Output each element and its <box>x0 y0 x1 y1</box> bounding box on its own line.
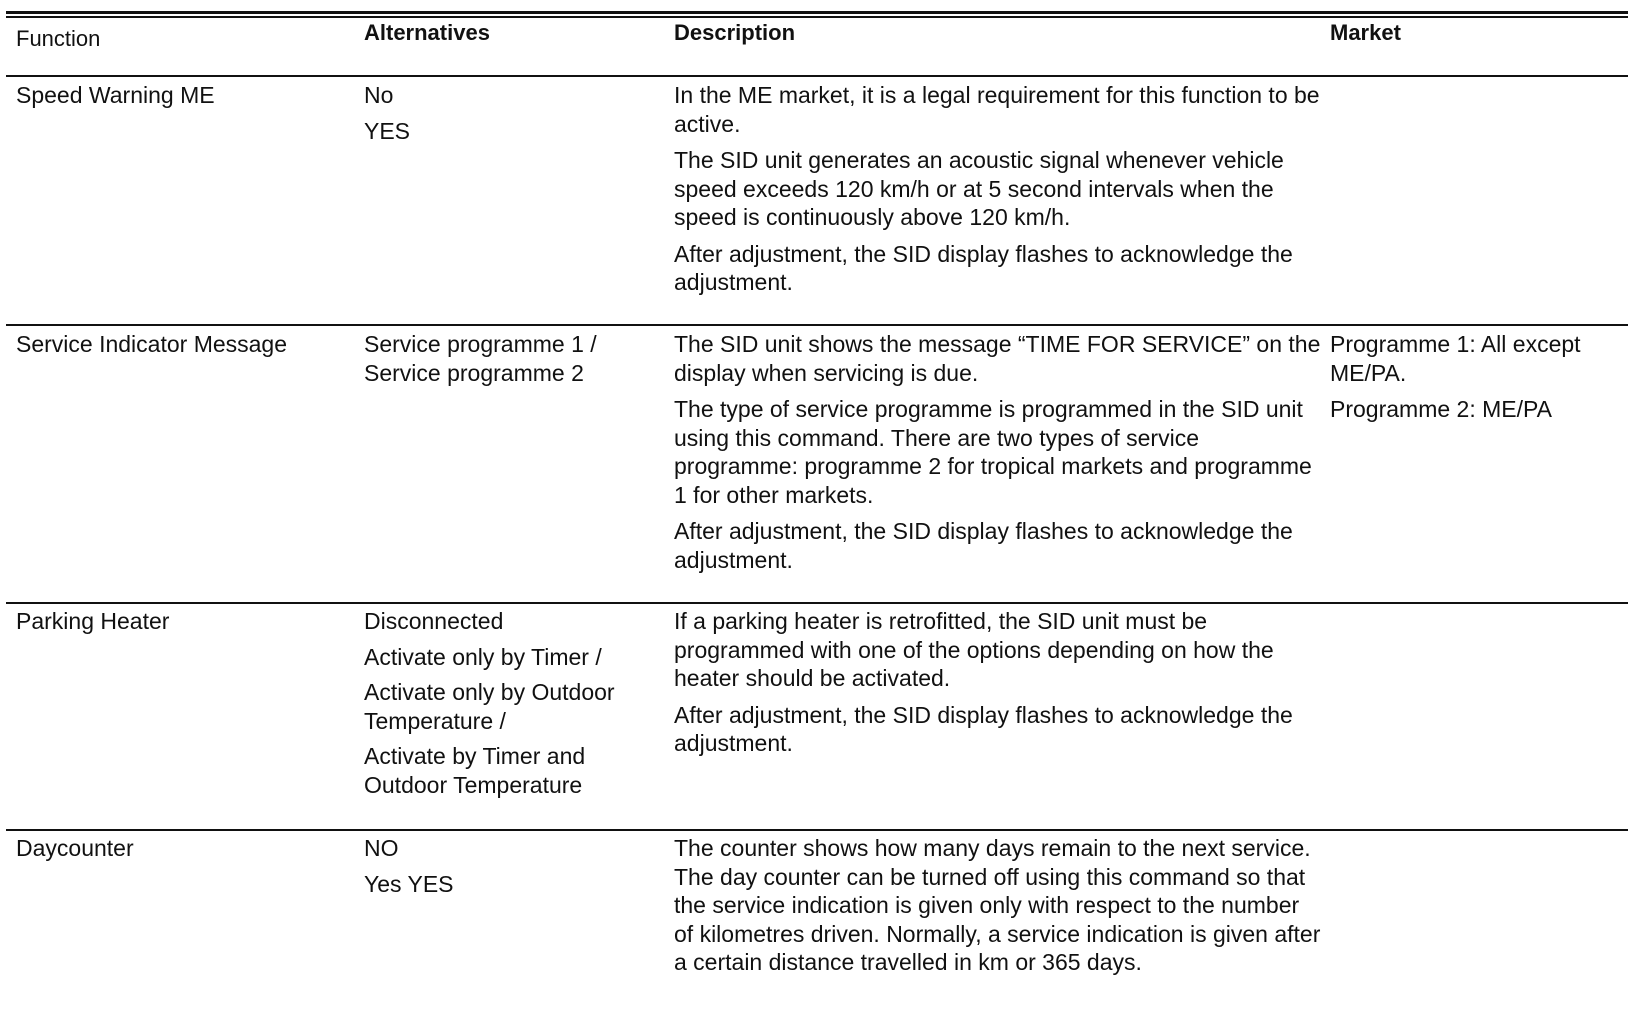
description-paragraph: After adjustment, the SID display flashes to acknowledge the adjustment. <box>674 518 1293 573</box>
description-paragraph: After adjustment, the SID display flashes to acknowledge the adjustment. <box>674 240 1293 295</box>
alternative-option: Activate by Timer and Outdoor Temperature <box>364 743 586 798</box>
row-1-description <box>674 81 1324 297</box>
row-divider <box>6 602 1628 604</box>
row-divider <box>6 75 1628 77</box>
description-paragraph: The type of service programme is programmed in the SID unit using this command. There are two types of service programme: programme 2 for tropical markets and programme 1 for other markets. <box>674 396 1312 508</box>
header-function: Function <box>16 26 101 51</box>
description-paragraph: After adjustment, the SID display flashes to acknowledge the adjustment. <box>674 701 1293 756</box>
alternative-option: Yes YES <box>364 870 454 897</box>
market-entry: Programme 2: ME/PA <box>1330 396 1552 422</box>
row-1-alternatives <box>364 81 664 145</box>
alternative-option: Activate only by Outdoor Temperature / <box>364 679 615 734</box>
description-paragraph: The counter shows how many days remain to the next service. The day counter can be turned off using this command so that the service indication is given only with respect to the number of kilometres driven. Normally, a service indication is given after a certain distance travelled in km or 365 days. <box>674 835 1321 975</box>
alternative-option: YES <box>364 117 411 144</box>
description-paragraph: The SID unit generates an acoustic signal whenever vehicle speed exceeds 120 km/h or at 5 second intervals when the speed is continuously above 120 km/h. <box>674 147 1284 230</box>
row-2-description <box>674 330 1324 574</box>
alternative-option: Service programme 1 / Service programme 2 <box>364 331 597 386</box>
row-3-alternatives <box>364 607 654 799</box>
alternative-option: Disconnected <box>364 608 504 634</box>
header-market: Market <box>1330 20 1401 45</box>
alternative-option: Activate only by Timer / <box>364 643 602 670</box>
row-1-function: Speed Warning ME <box>16 82 215 108</box>
row-4-function: Daycounter <box>16 835 134 861</box>
description-paragraph: In the ME market, it is a legal requirement for this function to be active. <box>674 82 1320 137</box>
market-entry: Programme 1: All except ME/PA. <box>1330 331 1581 386</box>
row-2-function: Service Indicator Message <box>16 331 288 357</box>
alternative-option: No <box>364 82 394 108</box>
row-4-description <box>674 834 1324 977</box>
row-divider <box>6 829 1628 831</box>
description-paragraph: The SID unit shows the message “TIME FOR SERVICE” on the display when servicing is due. <box>674 331 1321 386</box>
row-divider <box>6 324 1628 326</box>
row-2-alternatives <box>364 330 634 387</box>
table-top-rule-inner <box>6 16 1628 18</box>
row-3-description <box>674 607 1324 758</box>
row-2-market <box>1330 330 1625 424</box>
table-top-rule <box>6 11 1628 14</box>
description-paragraph: If a parking heater is retrofitted, the SID unit must be programmed with one of the options depending on how the heater should be activated. <box>674 608 1274 691</box>
alternative-option: NO <box>364 835 399 861</box>
header-description: Description <box>674 20 796 45</box>
header-alternatives: Alternatives <box>364 20 490 45</box>
row-4-alternatives <box>364 834 664 898</box>
row-3-function: Parking Heater <box>16 608 170 634</box>
